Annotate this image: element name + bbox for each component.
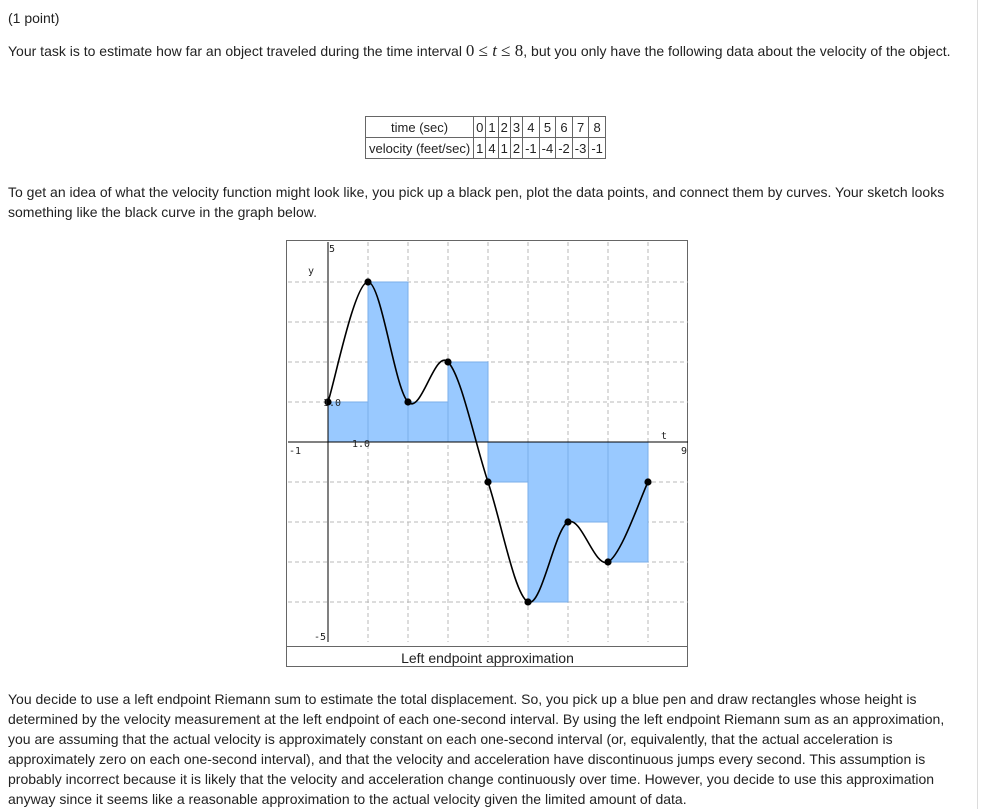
data-point bbox=[524, 598, 531, 605]
riemann-rectangle bbox=[488, 442, 528, 482]
velocity-cell: -1 bbox=[523, 138, 540, 159]
time-cell: 1 bbox=[486, 117, 498, 138]
time-cell: 5 bbox=[539, 117, 556, 138]
data-point bbox=[364, 278, 371, 285]
time-cell: 7 bbox=[572, 117, 589, 138]
y-min-tick-label: -5 bbox=[313, 632, 326, 642]
math-upper-bound: 8 bbox=[514, 41, 524, 60]
y-axis-label: y bbox=[308, 266, 315, 277]
velocity-cell: 2 bbox=[510, 138, 522, 159]
riemann-rectangle bbox=[368, 282, 408, 442]
riemann-rectangle bbox=[448, 362, 488, 442]
math-lower-bound: 0 bbox=[465, 41, 475, 60]
time-interval-math bbox=[466, 41, 523, 60]
time-cell: 4 bbox=[523, 117, 540, 138]
point-value: (1 point) bbox=[8, 10, 60, 26]
riemann-rectangle bbox=[568, 442, 608, 522]
time-cell: 3 bbox=[510, 117, 522, 138]
velocity-cell: -4 bbox=[539, 138, 556, 159]
explanation-paragraph: You decide to use a left endpoint Riemann sum to estimate the total displacement. So, you pick up a blue pen and draw rectangles whose height is determined by the velocity measurement at the left endpoint of each one-second interval. By using the left endpoint Riemann sum as an approximation, you are assuming that the actual velocity is approximately constant on each one-second interval (or, equivalently, that the actual acceleration is approximately zero on each one-second interval), and that the velocity and acceleration have discontinuous jumps every second. This assumption is probably incorrect because it is likely that the velocity and acceleration change continuously over time. However, you decide to use this approximation anyway since it seems like a reasonable approximation to the actual velocity given the limited amount of data. bbox=[8, 691, 945, 807]
x-unit-tick-label: 1.0 bbox=[351, 439, 370, 450]
velocity-cell: 4 bbox=[486, 138, 498, 159]
velocity-cell: 1 bbox=[474, 138, 486, 159]
velocity-header-cell: velocity (feet/sec) bbox=[366, 138, 474, 159]
velocity-graph bbox=[288, 242, 688, 642]
intro-text-before: Your task is to estimate how far an object traveled during the time interval bbox=[8, 43, 466, 59]
intro-text-after: , but you only have the following data about the velocity of the object. bbox=[523, 43, 951, 59]
velocity-cell: -3 bbox=[572, 138, 589, 159]
math-leq-1: ≤ bbox=[478, 41, 488, 60]
time-header-cell: time (sec) bbox=[366, 117, 474, 138]
data-point bbox=[484, 478, 491, 485]
time-cell: 8 bbox=[589, 117, 606, 138]
velocity-cell: -1 bbox=[589, 138, 606, 159]
data-point bbox=[604, 558, 611, 565]
math-variable-t: t bbox=[492, 41, 497, 60]
y-unit-tick-label: 1.0 bbox=[322, 398, 342, 409]
time-cell: 6 bbox=[556, 117, 573, 138]
x-max-tick-label: 9 bbox=[680, 446, 687, 457]
data-point bbox=[444, 358, 451, 365]
x-axis-label: t bbox=[660, 431, 668, 442]
y-max-tick-label: 5 bbox=[329, 244, 336, 255]
velocity-data-table bbox=[365, 116, 606, 159]
riemann-rectangle bbox=[608, 442, 648, 562]
time-cell: 0 bbox=[474, 117, 486, 138]
page-right-border bbox=[977, 0, 978, 809]
velocity-cell: -2 bbox=[556, 138, 573, 159]
x-min-tick-label: -1 bbox=[289, 446, 302, 457]
sketch-paragraph: To get an idea of what the velocity function might look like, you pick up a black pen, plot the data points, and connect them by curves. Your sketch looks something like the black curve in the graph below. bbox=[8, 184, 945, 220]
time-cell: 2 bbox=[498, 117, 510, 138]
data-point bbox=[404, 398, 411, 405]
graph-caption: Left endpoint approximation bbox=[287, 646, 688, 666]
data-point bbox=[564, 518, 571, 525]
time-row bbox=[366, 117, 606, 138]
velocity-cell: 1 bbox=[498, 138, 510, 159]
math-leq-2: ≤ bbox=[501, 41, 511, 60]
riemann-rectangle bbox=[528, 442, 568, 602]
intro-paragraph bbox=[8, 41, 963, 61]
velocity-row bbox=[366, 138, 606, 159]
riemann-rectangle bbox=[408, 402, 448, 442]
data-point bbox=[644, 478, 651, 485]
